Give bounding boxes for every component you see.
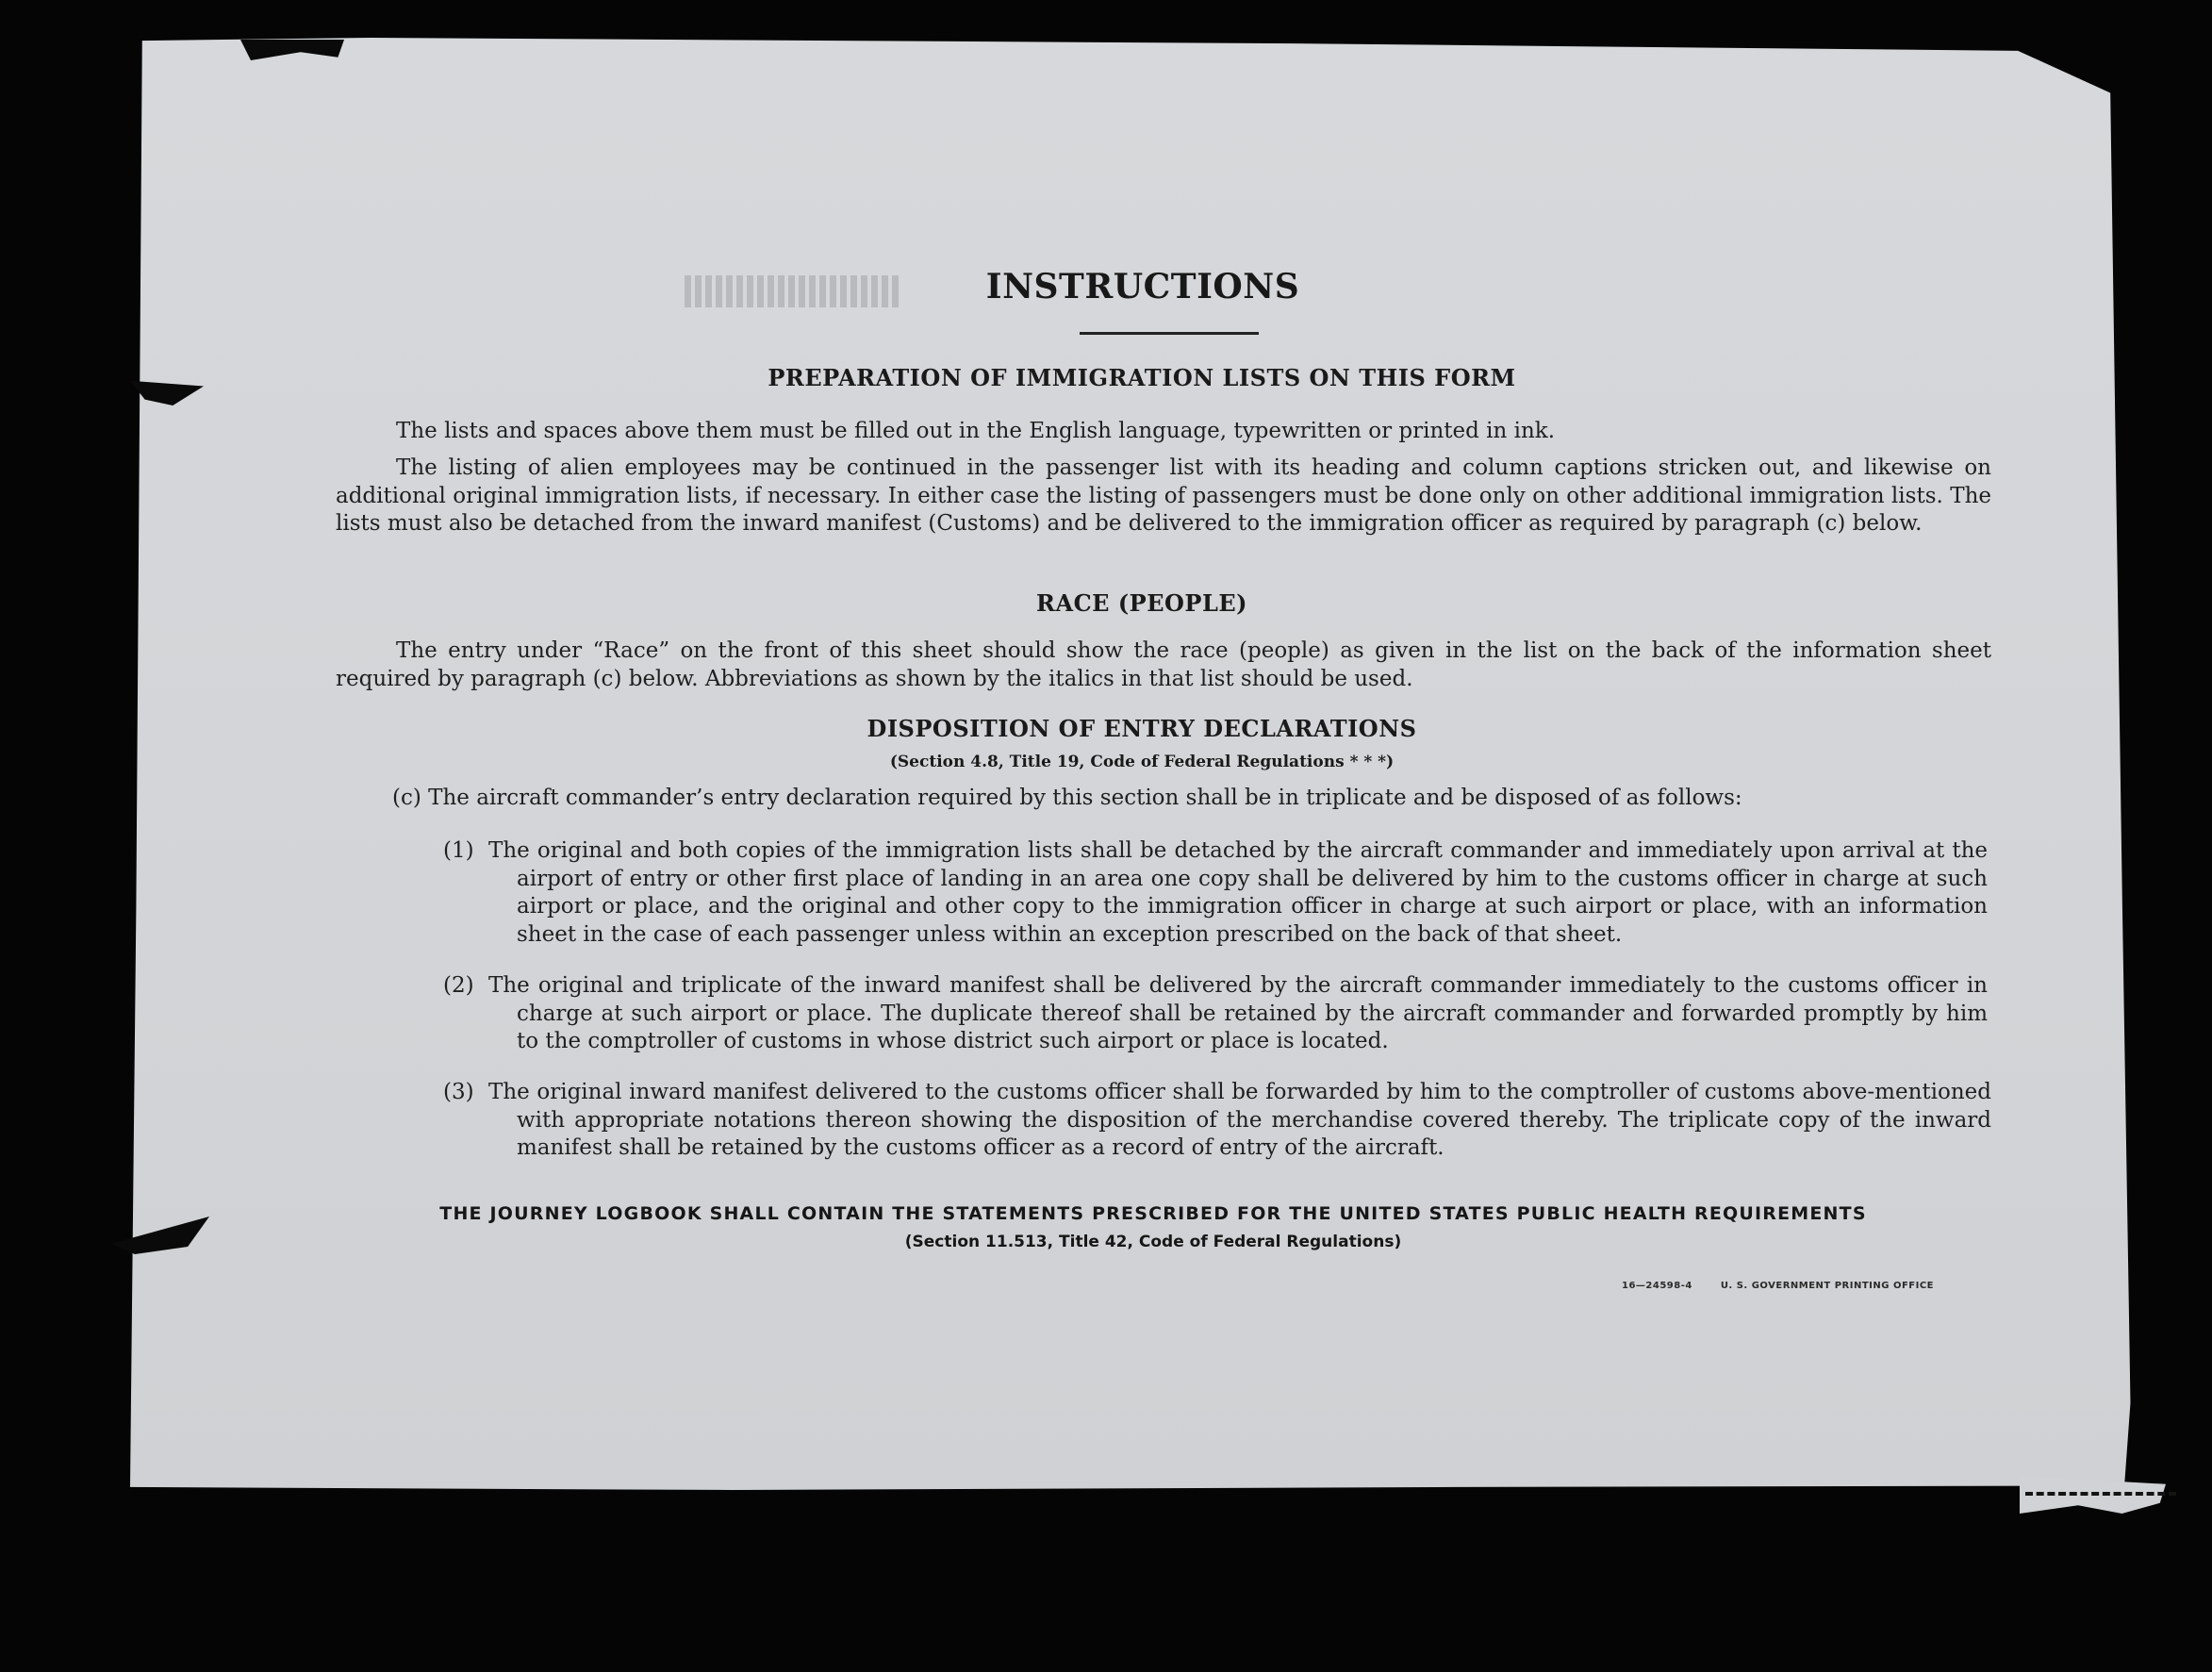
race-paragraph: The entry under “Race” on the front of this sheet should show the race (people) as given in the list on the back of the information sheet required by paragraph (c) below. Abbreviations as shown by the italics in that list should be used. bbox=[336, 638, 1991, 691]
disposition-intro: (c) The aircraft commander’s entry declaration required by this section shall be in triplicate and be disposed of as follows: bbox=[392, 786, 1742, 810]
preparation-paragraph-2: The listing of alien employees may be continued in the passenger list with its heading and column captions stricken out, and likewise on additional original immigration lists, if necessary. In either case the listing of passengers must be done only on other additional immigration lists. The lists must also be detached from the inward manifest (Customs) and be delivered to the immigration officer as required by paragraph (c) below. bbox=[336, 455, 1991, 536]
race-heading: RACE (PEOPLE) bbox=[1036, 589, 1247, 617]
perforation-line bbox=[2025, 1492, 2176, 1496]
disposition-item bbox=[443, 972, 1988, 1056]
health-requirements-statement: THE JOURNEY LOGBOOK SHALL CONTAIN THE STATEMENTS PRESCRIBED FOR THE UNITED STATES PUBLIC HEALTH REQUIREMENTS bbox=[439, 1203, 1867, 1224]
disposition-citation: (Section 4.8, Title 19, Code of Federal Regulations * * *) bbox=[889, 753, 1395, 771]
disposition-item bbox=[443, 1079, 1991, 1163]
health-requirements-citation: (Section 11.513, Title 42, Code of Federal Regulations) bbox=[904, 1233, 1402, 1251]
print-imprint bbox=[1622, 1281, 1934, 1291]
item-text: The original and both copies of the immigration lists shall be detached by the aircraft commander and immediately upon arrival at the airport of entry or other first place of landing in an area one copy shall be delivered by him to the customs officer in charge at such airport or place, and the original and other copy to the immigration officer in charge at such airport or place, with an information sheet in the case of each passenger unless within an exception prescribed on the back of that sheet. bbox=[488, 838, 1988, 947]
printer-name: U. S. GOVERNMENT PRINTING OFFICE bbox=[1720, 1281, 1935, 1291]
item-number: (3) bbox=[443, 1080, 474, 1104]
preparation-heading: PREPARATION OF IMMIGRATION LISTS ON THIS FORM bbox=[768, 364, 1516, 391]
disposition-item bbox=[443, 837, 1988, 949]
item-text: The original inward manifest delivered to the customs officer shall be forwarded by him to the comptroller of customs above-mentioned with appropriate notations thereon showing the disposition of the merchandise covered thereby. The triplicate copy of the inward manifest shall be retained by the customs officer as a record of entry of the aircraft. bbox=[488, 1080, 1991, 1160]
document-title: INSTRUCTIONS bbox=[985, 267, 1300, 306]
item-number: (2) bbox=[443, 973, 474, 998]
print-code: 16—24598-4 bbox=[1622, 1281, 1692, 1291]
item-number: (1) bbox=[443, 838, 474, 863]
preparation-paragraph-1: The lists and spaces above them must be filled out in the English language, typewritten or printed in ink. bbox=[396, 419, 1556, 443]
disposition-heading: DISPOSITION OF ENTRY DECLARATIONS bbox=[867, 715, 1417, 742]
title-underline bbox=[1080, 332, 1259, 335]
item-text: The original and triplicate of the inward manifest shall be delivered by the aircraft commander immediately to the customs officer in charge at such airport or place. The duplicate thereof shall be retained by the aircraft commander and forwarded promptly by him to the comptroller of customs in whose district such airport or place is located. bbox=[488, 973, 1988, 1053]
